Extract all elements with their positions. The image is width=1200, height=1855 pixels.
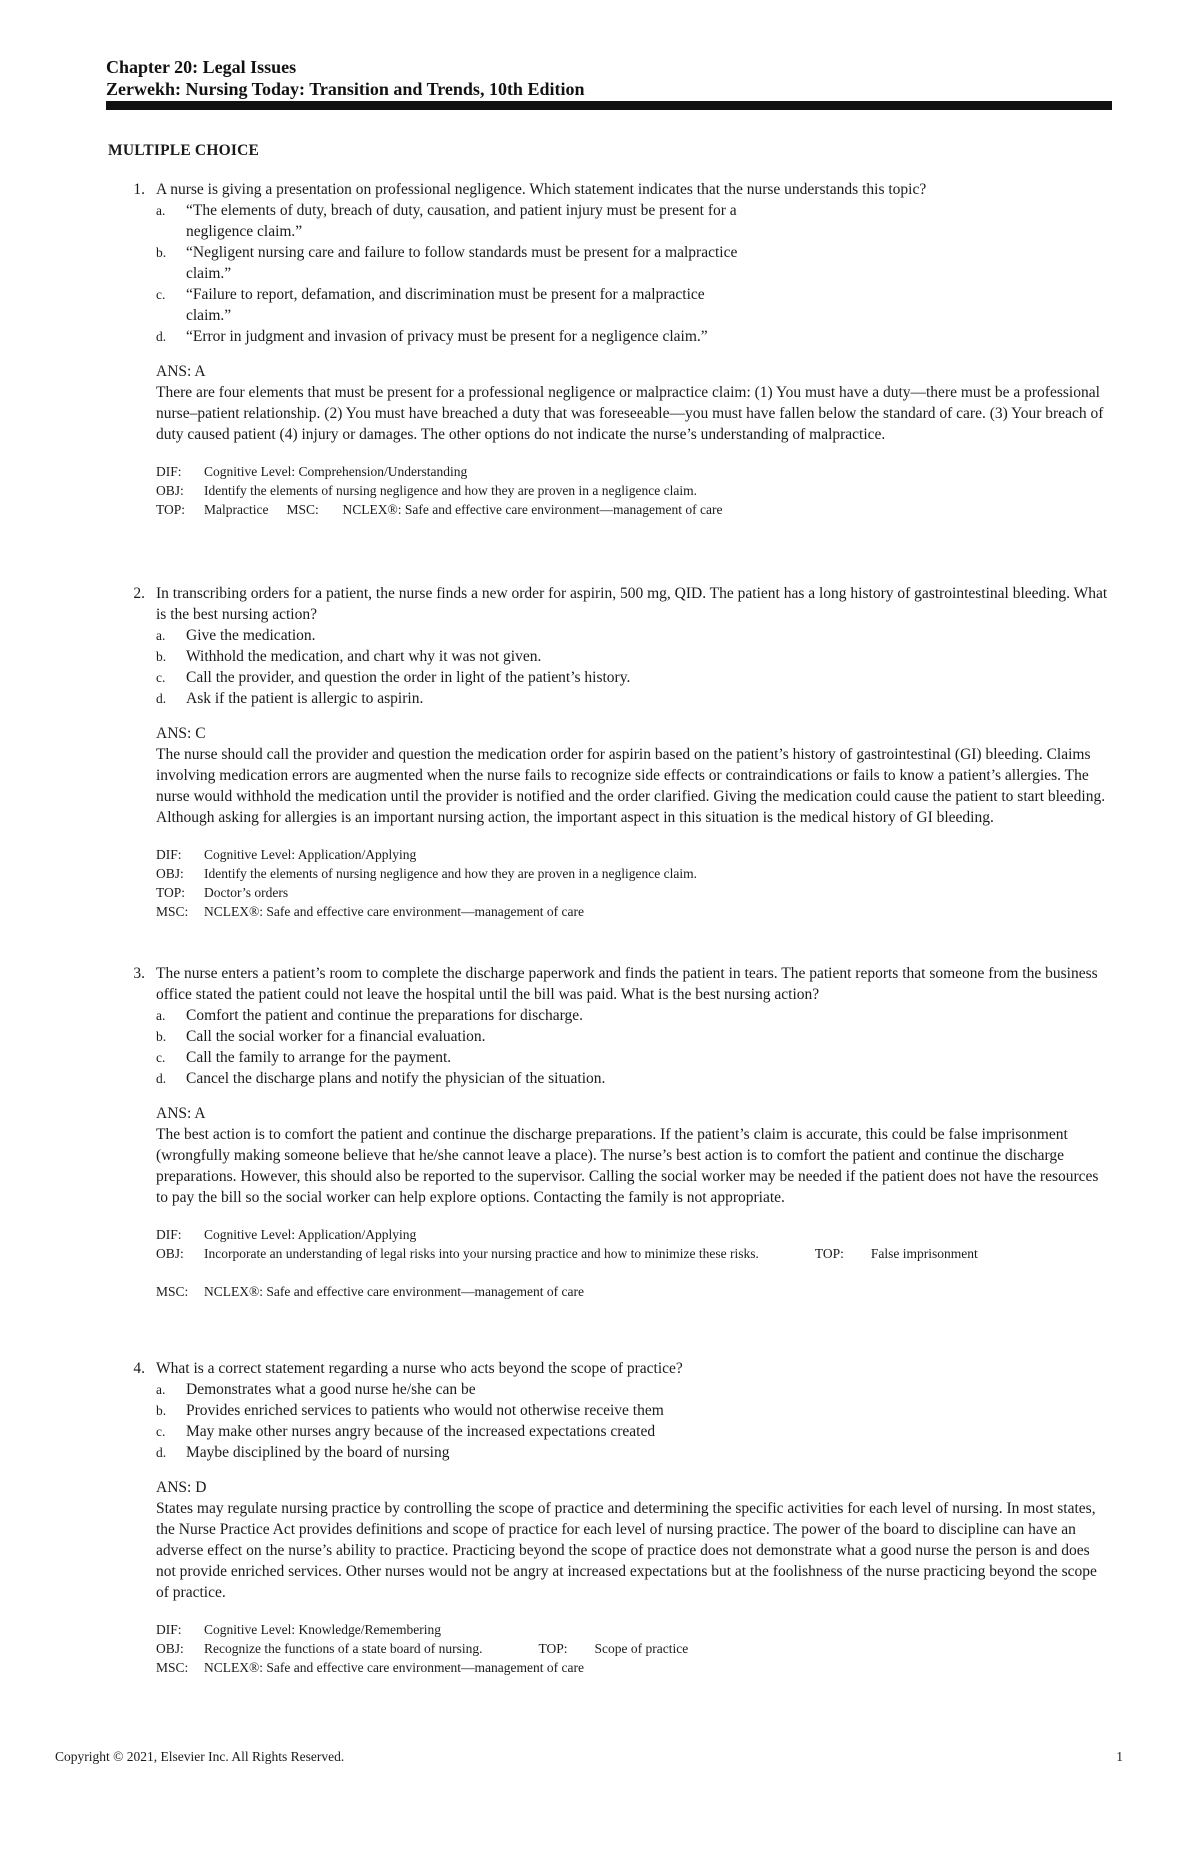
option-letter: a. xyxy=(156,1008,166,1023)
top-label: TOP: xyxy=(814,1246,844,1261)
option-text: Comfort the patient and continue the preparations for discharge. xyxy=(186,1007,583,1024)
dif-value: Cognitive Level: Application/Applying xyxy=(204,1227,417,1242)
option-letter: b. xyxy=(156,1403,167,1418)
msc-label: MSC: xyxy=(286,502,319,517)
option-letter: c. xyxy=(156,287,166,302)
section-title: MULTIPLE CHOICE xyxy=(108,142,259,159)
option-letter: d. xyxy=(156,1071,167,1086)
option-b xyxy=(156,242,1112,284)
option-a xyxy=(156,625,1112,646)
question-metadata xyxy=(156,1620,1112,1677)
option-letter: c. xyxy=(156,1424,166,1439)
option-c xyxy=(156,1047,1112,1068)
option-text: Demonstrates what a good nurse he/she can be xyxy=(186,1381,476,1398)
msc-value: NCLEX®: Safe and effective care environment—management of care xyxy=(204,904,584,919)
option-text: Cancel the discharge plans and notify the physician of the situation. xyxy=(186,1070,606,1087)
obj-value: Identify the elements of nursing negligence and how they are proven in a negligence claim. xyxy=(204,866,697,881)
obj-label: OBJ: xyxy=(156,866,184,881)
option-list xyxy=(156,200,1112,347)
top-label: TOP: xyxy=(156,885,186,900)
question-metadata xyxy=(156,462,1112,519)
rationale: There are four elements that must be present for a professional negligence or malpractice claim: (1) You must have a duty—there must be a professional nurse–patient relationship. (2) You must have breached a duty that was foreseeable—you must have fallen below the standard of care. (3) Your breach of duty caused patient (4) injury or damages. The other options do not indicate the nurse’s understanding of malpractice. xyxy=(156,384,1104,443)
question-metadata xyxy=(156,1225,1112,1301)
answer-key: ANS: C xyxy=(156,725,206,742)
option-b xyxy=(156,646,1112,667)
header-rule xyxy=(106,101,1112,110)
obj-label: OBJ: xyxy=(156,483,184,498)
obj-label: OBJ: xyxy=(156,1641,184,1656)
top-value: Doctor’s orders xyxy=(204,885,289,900)
option-a xyxy=(156,1379,1112,1400)
dif-value: Cognitive Level: Comprehension/Understanding xyxy=(204,464,468,479)
option-letter: a. xyxy=(156,203,166,218)
option-letter: b. xyxy=(156,1029,167,1044)
obj-label: OBJ: xyxy=(156,1246,184,1261)
option-d xyxy=(156,688,1112,709)
question-number: 2. xyxy=(133,585,145,602)
option-text: Provides enriched services to patients who would not otherwise receive them xyxy=(186,1402,664,1419)
answer-key: ANS: A xyxy=(156,363,206,380)
msc-label: MSC: xyxy=(156,1284,189,1299)
rationale: The best action is to comfort the patient and continue the discharge preparations. If the patient’s claim is accurate, this could be false imprisonment (wrongfully making someone believe that he/she cannot leave a place). The nurse’s best action is to comfort the patient and continue the discharge preparations. However, this should also be reported to the supervisor. Calling the social worker may be needed if the patient does not have the resources to pay the bill so the social worker can help explore options. Contacting the family is not appropriate. xyxy=(156,1126,1099,1206)
option-text: “The elements of duty, breach of duty, causation, and patient injury must be present for a negligence claim.” xyxy=(186,202,737,240)
msc-value: NCLEX®: Safe and effective care environment—management of care xyxy=(204,1660,584,1675)
page-number: 1 xyxy=(1116,1749,1123,1764)
msc-label: MSC: xyxy=(156,1660,189,1675)
option-text: Call the social worker for a financial evaluation. xyxy=(186,1028,486,1045)
option-list xyxy=(156,625,1112,709)
option-text: “Failure to report, defamation, and discrimination must be present for a malpractice claim.” xyxy=(186,286,705,324)
question-4 xyxy=(108,1358,1112,1677)
dif-label: DIF: xyxy=(156,1227,182,1242)
option-text: Give the medication. xyxy=(186,627,316,644)
question-1 xyxy=(108,179,1112,519)
obj-value: Identify the elements of nursing negligence and how they are proven in a negligence claim. xyxy=(204,483,697,498)
question-3 xyxy=(108,963,1112,1301)
answer-key: ANS: A xyxy=(156,1105,206,1122)
option-letter: d. xyxy=(156,329,167,344)
rationale: The nurse should call the provider and question the medication order for aspirin based on the patient’s history of gastrointestinal (GI) bleeding. Claims involving medication errors are augmented when the nurse fails to recognize side effects or contraindications or fails to know a patient’s allergies. The nurse would withhold the medication until the provider is notified and the order clarified. Giving the medication could cause the patient to start bleeding. Although asking for allergies is an important nursing action, the important aspect in this situation is the medical history of GI bleeding. xyxy=(156,746,1106,826)
option-text: Maybe disciplined by the board of nursing xyxy=(186,1444,450,1461)
option-text: “Negligent nursing care and failure to follow standards must be present for a malpractice claim.” xyxy=(186,244,738,282)
option-text: “Error in judgment and invasion of privacy must be present for a negligence claim.” xyxy=(186,328,708,345)
obj-value: Incorporate an understanding of legal risks into your nursing practice and how to minimize these risks. xyxy=(204,1246,759,1261)
option-letter: c. xyxy=(156,1050,166,1065)
top-value: Malpractice xyxy=(204,502,269,517)
copyright-notice: Copyright © 2021, Elsevier Inc. All Rights Reserved. xyxy=(55,1749,345,1764)
question-number: 1. xyxy=(133,181,145,198)
rationale: States may regulate nursing practice by controlling the scope of practice and determining the specific activities for each level of nursing. In most states, the Nurse Practice Act provides definitions and scope of practice for each level of nursing practice. The power of the board to discipline can have an adverse effect on the nurse’s ability to practice. Practicing beyond the scope of practice does not demonstrate what a good nurse the person is and does not provide enriched services. Other nurses would not be angry at increased expectations but at the foolishness of the nurse practicing beyond the scope of practice. xyxy=(156,1500,1097,1601)
dif-value: Cognitive Level: Application/Applying xyxy=(204,847,417,862)
option-d xyxy=(156,326,1112,347)
top-label: TOP: xyxy=(538,1641,568,1656)
msc-value: NCLEX®: Safe and effective care environment—management of care xyxy=(342,502,723,517)
question-stem: The nurse enters a patient’s room to complete the discharge paperwork and finds the patient in tears. The patient reports that someone from the business office stated the patient could not leave the hospital until the bill was paid. What is the best nursing action? xyxy=(156,965,1098,1003)
question-stem: In transcribing orders for a patient, the nurse finds a new order for aspirin, 500 mg, QID. The patient has a long history of gastrointestinal bleeding. What is the best nursing action? xyxy=(156,585,1108,623)
book-title: Zerwekh: Nursing Today: Transition and Trends, 10th Edition xyxy=(106,79,585,99)
option-letter: b. xyxy=(156,649,167,664)
msc-label: MSC: xyxy=(156,904,189,919)
option-c xyxy=(156,1421,1112,1442)
top-value: False imprisonment xyxy=(870,1246,978,1261)
msc-value: NCLEX®: Safe and effective care environment—management of care xyxy=(204,1284,584,1299)
question-metadata xyxy=(156,845,1112,921)
dif-label: DIF: xyxy=(156,464,182,479)
chapter-title: Chapter 20: Legal Issues xyxy=(106,57,297,77)
page-header xyxy=(106,56,1112,100)
option-d xyxy=(156,1442,1112,1463)
option-list xyxy=(156,1005,1112,1089)
dif-label: DIF: xyxy=(156,847,182,862)
option-a xyxy=(156,200,1112,242)
option-letter: d. xyxy=(156,1445,167,1460)
answer-key: ANS: D xyxy=(156,1479,207,1496)
option-letter: a. xyxy=(156,628,166,643)
question-number: 3. xyxy=(133,965,145,982)
obj-value: Recognize the functions of a state board of nursing. xyxy=(204,1641,483,1656)
top-value: Scope of practice xyxy=(594,1641,689,1656)
question-stem: What is a correct statement regarding a nurse who acts beyond the scope of practice? xyxy=(156,1360,683,1377)
option-b xyxy=(156,1026,1112,1047)
dif-label: DIF: xyxy=(156,1622,182,1637)
option-letter: b. xyxy=(156,245,167,260)
option-d xyxy=(156,1068,1112,1089)
option-letter: c. xyxy=(156,670,166,685)
option-letter: d. xyxy=(156,691,167,706)
top-label: TOP: xyxy=(156,502,186,517)
option-c xyxy=(156,667,1112,688)
option-letter: a. xyxy=(156,1382,166,1397)
option-text: Call the provider, and question the order in light of the patient’s history. xyxy=(186,669,631,686)
dif-value: Cognitive Level: Knowledge/Remembering xyxy=(204,1622,441,1637)
option-list xyxy=(156,1379,1112,1463)
option-c xyxy=(156,284,1112,326)
option-text: Withhold the medication, and chart why it was not given. xyxy=(186,648,542,665)
option-a xyxy=(156,1005,1112,1026)
option-text: May make other nurses angry because of the increased expectations created xyxy=(186,1423,656,1440)
question-2 xyxy=(108,583,1112,921)
page-footer xyxy=(55,1749,1123,1765)
option-text: Call the family to arrange for the payment. xyxy=(186,1049,452,1066)
option-b xyxy=(156,1400,1112,1421)
question-stem: A nurse is giving a presentation on professional negligence. Which statement indicates that the nurse understands this topic? xyxy=(156,181,927,198)
question-number: 4. xyxy=(133,1360,145,1377)
option-text: Ask if the patient is allergic to aspirin. xyxy=(186,690,424,707)
